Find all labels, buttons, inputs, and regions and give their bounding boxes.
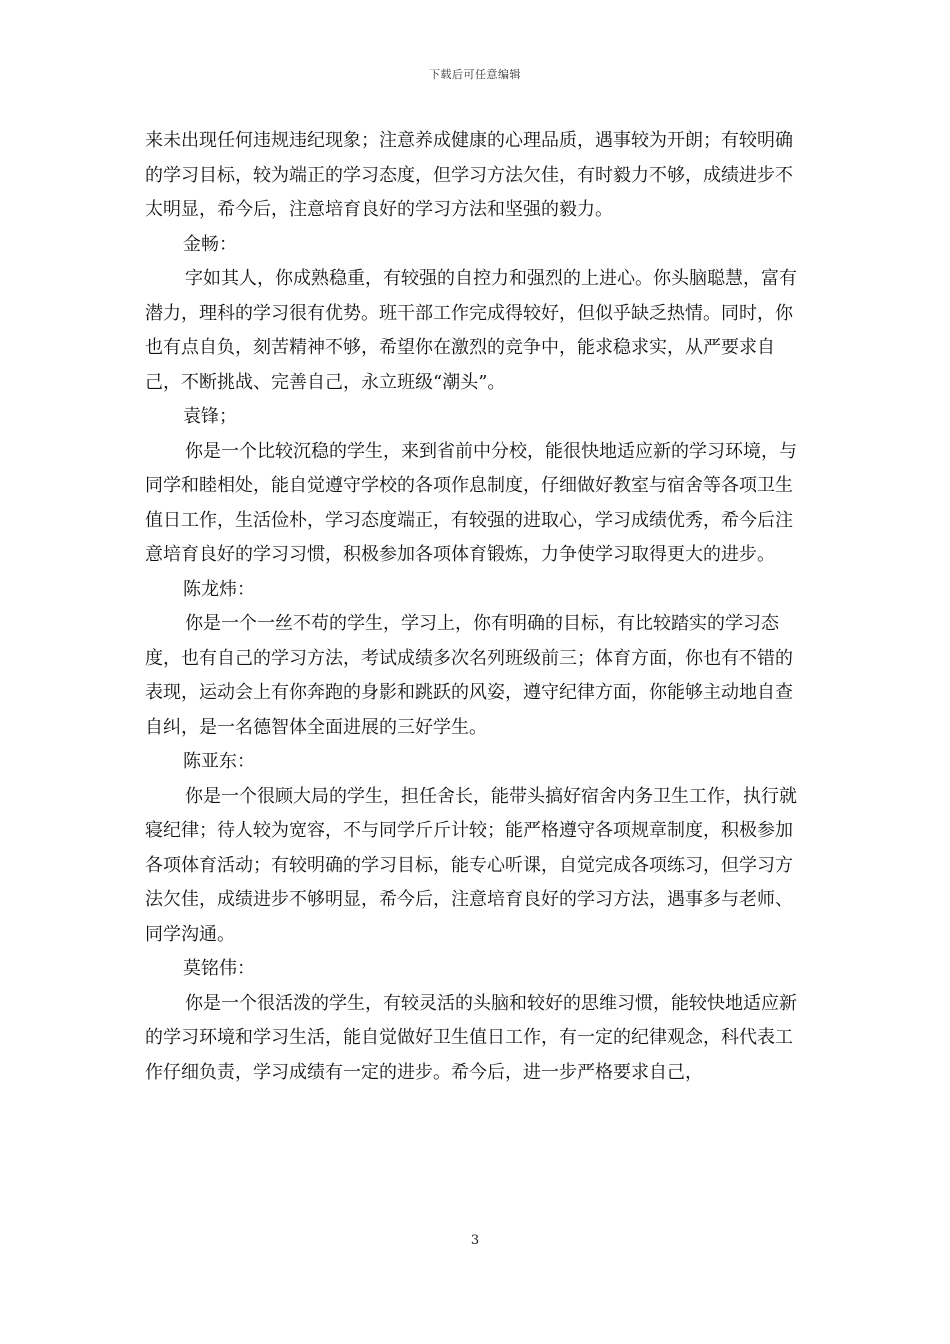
student-comment-paragraph: 你是一个很活泼的学生，有较灵活的头脑和较好的思维习惯，能较快地适应新的学习环境和学习生活，能自觉做好卫生值日工作，有一定的纪律观念，科代表工作仔细负责，学习成绩有一定的进步。希今后，进一步严格要求自己， (145, 992, 797, 1083)
student-comment-paragraph: 你是一个一丝不苟的学生，学习上，你有明确的目标，有比较踏实的学习态度，也有自己的学习方法，考试成绩多次名列班级前三；体育方面，你也有不错的表现，运动会上有你奔跑的身影和跳跃的风姿，遵守纪律方面，你能够主动地自查自纠，是一名德智体全面进展的三好学生。 (145, 613, 793, 738)
student-name-heading: 陈亚东： (183, 751, 255, 772)
student-comment-paragraph: 字如其人，你成熟稳重，有较强的自控力和强烈的上进心。你头脑聪慧，富有潜力，理科的学习很有优势。班干部工作完成得较好，但似乎缺乏热情。同时，你也有点自负，刻苦精神不够，希望你在激烈的竞争中，能求稳求实，从严要求自己，不断挑战、完善自己，永立班级“潮头”。 (145, 268, 797, 393)
document-body (145, 124, 810, 1090)
student-name-heading: 莫铭伟： (183, 958, 255, 979)
page-number: 3 (470, 1233, 480, 1248)
student-name-heading: 金畅： (183, 233, 237, 255)
student-name-heading: 陈龙炜： (183, 578, 255, 600)
paragraph-continued: 来未出现任何违规违纪现象；注意养成健康的心理品质，遇事较为开朗；有较明确的学习目标，较为端正的学习态度，但学习方法欠佳，有时毅力不够，成绩进步不太明显，希今后，注意培育良好的学习方法和坚强的毅力。 (145, 130, 793, 220)
student-name-heading: 袁锋； (183, 406, 237, 427)
page-header-note: 下载后可任意编辑 (429, 68, 521, 81)
student-comment-paragraph: 你是一个很顾大局的学生，担任舍长，能带头搞好宿舍内务卫生工作，执行就寝纪律；待人较为宽容，不与同学斤斤计较；能严格遵守各项规章制度，积极参加各项体育活动；有较明确的学习目标，能专心听课，自觉完成各项练习，但学习方法欠佳，成绩进步不够明显，希今后，注意培育良好的学习方法，遇事多与老师、同学沟通。 (145, 785, 797, 945)
student-comment-paragraph: 你是一个比较沉稳的学生，来到省前中分校，能很快地适应新的学习环境，与同学和睦相处，能自觉遵守学校的各项作息制度，仔细做好教室与宿舍等各项卫生值日工作，生活俭朴，学习态度端正，有较强的进取心，学习成绩优秀，希今后注意培育良好的学习习惯，积极参加各项体育锻炼，力争使学习取得更大的进步。 (145, 440, 797, 565)
